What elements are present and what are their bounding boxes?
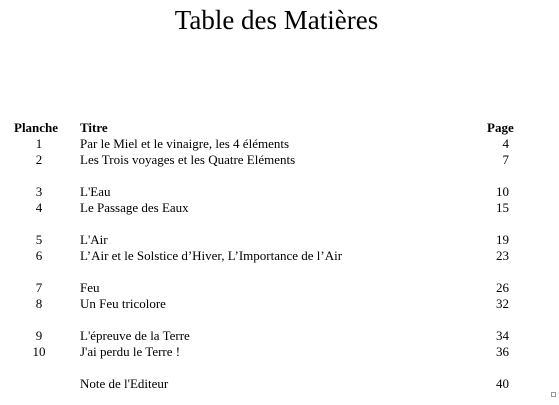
table-row xyxy=(0,344,559,360)
entry-title: J'ai perdu le Terre ! xyxy=(80,344,181,359)
row-spacer xyxy=(0,168,559,184)
page-number: 34 xyxy=(496,328,509,343)
table-row xyxy=(0,136,559,152)
entry-title: L’Air et le Solstice d’Hiver, L’Importance de l’Air xyxy=(80,248,343,263)
row-spacer xyxy=(0,216,559,232)
entry-title: Le Passage des Eaux xyxy=(80,200,189,215)
page-number: 40 xyxy=(496,376,509,391)
table-header-row xyxy=(0,120,559,136)
planche-number: 3 xyxy=(35,184,43,199)
entry-title: L'Air xyxy=(80,232,108,247)
page-number: 7 xyxy=(502,152,509,167)
planche-number: 4 xyxy=(35,200,43,215)
entry-title: Feu xyxy=(80,280,100,295)
page-number: 26 xyxy=(496,280,509,295)
entry-title: Les Trois voyages et les Quatre Eléments xyxy=(80,152,296,167)
page-number: 19 xyxy=(496,232,509,247)
page-number: 15 xyxy=(496,200,509,215)
page-title: Table des Matières xyxy=(174,5,379,35)
planche-number: 10 xyxy=(32,344,46,359)
entry-title: L'Eau xyxy=(80,184,111,199)
row-spacer xyxy=(0,264,559,280)
page-number: 36 xyxy=(496,344,509,359)
table-row xyxy=(0,280,559,296)
table-row xyxy=(0,296,559,312)
entry-title: Par le Miel et le vinaigre, les 4 éléments xyxy=(80,136,290,151)
entry-title: Note de l'Editeur xyxy=(80,376,169,391)
table-row xyxy=(0,376,559,392)
planche-number: 2 xyxy=(35,152,43,167)
page-number: 10 xyxy=(496,184,509,199)
planche-number: 5 xyxy=(35,232,43,247)
table-row xyxy=(0,152,559,168)
table-row xyxy=(0,200,559,216)
entry-title: L'épreuve de la Terre xyxy=(80,328,190,343)
planche-number: 6 xyxy=(35,248,43,263)
planche-number: 1 xyxy=(35,136,43,151)
page-number: 23 xyxy=(496,248,509,263)
row-spacer xyxy=(0,312,559,328)
planche-number: 7 xyxy=(35,280,43,295)
column-header-page: Page xyxy=(487,120,514,135)
table-row xyxy=(0,248,559,264)
entry-title: Un Feu tricolore xyxy=(80,296,166,311)
column-header-planche: Planche xyxy=(14,120,59,135)
table-row xyxy=(0,184,559,200)
planche-number: 9 xyxy=(35,328,43,343)
resize-grip-icon xyxy=(551,392,556,397)
row-spacer xyxy=(0,360,559,376)
planche-number: 8 xyxy=(35,296,43,311)
table-row xyxy=(0,328,559,344)
table-of-contents xyxy=(0,120,559,392)
page-number: 4 xyxy=(502,136,509,151)
column-header-titre: Titre xyxy=(80,120,108,135)
page-number: 32 xyxy=(496,296,509,311)
table-row xyxy=(0,232,559,248)
